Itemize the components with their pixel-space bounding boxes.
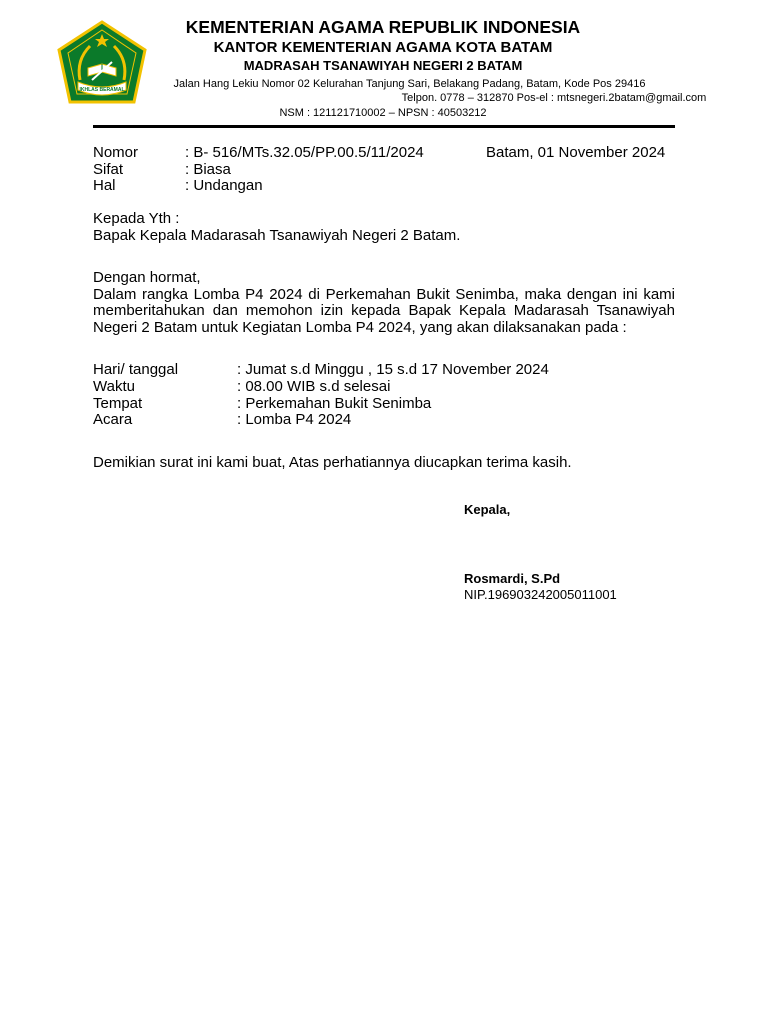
signature-name: Rosmardi, S.Pd xyxy=(464,571,561,586)
recipient-to: Kepada Yth : xyxy=(93,210,180,227)
nomor-value: : B- 516/MTs.32.05/PP.00.5/11/2024 xyxy=(185,144,424,161)
body-line-1: Dalam rangka Lomba P4 2024 di Perkemahan Bukit Senimba, maka dengan ini kami xyxy=(93,286,675,303)
signature-nip: NIP.196903242005011001 xyxy=(464,587,617,602)
recipient-name: Bapak Kepala Madarasah Tsanawiyah Negeri 2 Batam. xyxy=(93,227,461,244)
school-contact: Telpon. 0778 – 312870 Pos-el : mtsnegeri.2batam@gmail.com xyxy=(401,92,707,104)
detail-label: Hari/ tanggal xyxy=(93,361,179,378)
body-line-2: memberitahukan dan memohon izin kepada Bapak Kepala Madarasah Tsanawiyah xyxy=(93,302,675,319)
sifat-label: Sifat xyxy=(93,161,124,178)
signature-title: Kepala, xyxy=(464,502,511,517)
school-name: MADRASAH TSANAWIYAH NEGERI 2 BATAM xyxy=(243,58,523,73)
detail-value: : Lomba P4 2024 xyxy=(237,411,352,428)
office-name: KANTOR KEMENTERIAN AGAMA KOTA BATAM xyxy=(213,39,553,56)
ministry-name: KEMENTERIAN AGAMA REPUBLIK INDONESIA xyxy=(185,17,581,37)
body-line-3: Negeri 2 Batam untuk Kegiatan Lomba P4 2024, yang akan dilaksanakan pada : xyxy=(93,319,627,336)
closing-text: Demikian surat ini kami buat, Atas perhatiannya diucapkan terima kasih. xyxy=(93,454,572,471)
school-address: Jalan Hang Lekiu Nomor 02 Kelurahan Tanjung Sari, Belakang Padang, Batam, Kode Pos 29416 xyxy=(173,78,646,90)
hal-label: Hal xyxy=(93,177,116,194)
detail-label: Acara xyxy=(93,411,133,428)
greeting: Dengan hormat, xyxy=(93,269,201,286)
detail-value: : Perkemahan Bukit Senimba xyxy=(237,395,432,412)
school-ids: NSM : 121121710002 – NPSN : 40503212 xyxy=(279,107,487,119)
detail-value: : 08.00 WIB s.d selesai xyxy=(237,378,391,395)
detail-label: Tempat xyxy=(93,395,143,412)
logo-motto: IKHLAS BERAMAL xyxy=(79,87,125,93)
hal-value: : Undangan xyxy=(185,177,263,194)
nomor-label: Nomor xyxy=(93,144,139,161)
detail-value: : Jumat s.d Minggu , 15 s.d 17 November 2024 xyxy=(237,361,549,378)
letterhead-divider xyxy=(93,125,675,128)
detail-label: Waktu xyxy=(93,378,135,395)
letter-date: Batam, 01 November 2024 xyxy=(486,144,666,161)
sifat-value: : Biasa xyxy=(185,161,231,178)
